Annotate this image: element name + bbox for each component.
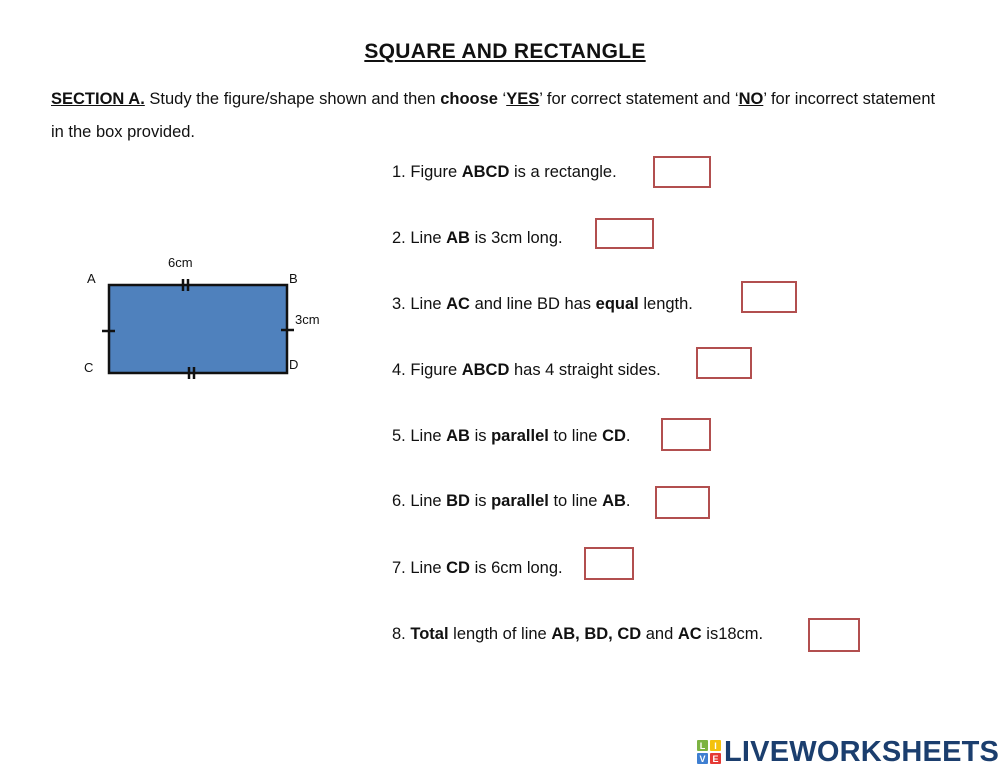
question-number: 2. bbox=[392, 229, 411, 247]
logo-letter-e: E bbox=[710, 753, 721, 764]
question-text: CD bbox=[602, 427, 626, 445]
answer-box-3[interactable] bbox=[741, 281, 797, 313]
logo-letter-v: V bbox=[697, 753, 708, 764]
question-text: equal bbox=[595, 295, 639, 313]
instruction-text: ‘ bbox=[497, 90, 507, 108]
instruction-choose: choose bbox=[440, 90, 498, 108]
logo-live-icon bbox=[697, 740, 721, 764]
worksheet-title: SQUARE AND RECTANGLE bbox=[364, 40, 646, 63]
question-text: Figure bbox=[410, 361, 462, 379]
answer-box-4[interactable] bbox=[696, 347, 752, 379]
answer-box-7[interactable] bbox=[584, 547, 634, 580]
instructions bbox=[51, 83, 951, 149]
vertex-a-label: A bbox=[87, 271, 96, 286]
instruction-text: ’ for incorrect statement in the box provided. bbox=[51, 90, 936, 141]
question-text: Figure bbox=[410, 163, 462, 181]
vertex-c-label: C bbox=[84, 360, 94, 375]
instruction-text: Study the figure/shape shown and then bbox=[144, 90, 441, 108]
question-text: AB bbox=[446, 229, 470, 247]
question-text: has 4 straight sides. bbox=[509, 361, 661, 379]
question-text: ABCD bbox=[461, 361, 510, 379]
question-number: 1. bbox=[392, 163, 411, 181]
question-text: is 3cm long. bbox=[469, 229, 563, 247]
question-8 bbox=[392, 625, 763, 644]
question-text: Line bbox=[410, 492, 447, 510]
top-side-label: 6cm bbox=[168, 255, 193, 270]
question-text: ABCD bbox=[461, 163, 510, 181]
question-number: 4. bbox=[392, 361, 411, 379]
question-number: 8. bbox=[392, 625, 411, 643]
liveworksheets-logo bbox=[697, 736, 999, 768]
question-text: Line bbox=[410, 229, 447, 247]
question-2 bbox=[392, 229, 563, 248]
question-number: 6. bbox=[392, 492, 411, 510]
question-text: Line bbox=[410, 427, 447, 445]
logo-letter-i: I bbox=[710, 740, 721, 751]
answer-box-6[interactable] bbox=[655, 486, 710, 519]
question-text: and bbox=[641, 625, 678, 643]
logo-text: LIVEWORKSHEETS bbox=[724, 735, 1000, 768]
instruction-text: ’ for correct statement and ‘ bbox=[539, 90, 739, 108]
logo-letter-l: L bbox=[697, 740, 708, 751]
vertex-d-label: D bbox=[289, 357, 299, 372]
question-text: to line bbox=[548, 492, 603, 510]
rectangle-figure bbox=[70, 245, 340, 395]
question-text: AC bbox=[677, 625, 702, 643]
question-text: length. bbox=[638, 295, 693, 313]
question-text: BD bbox=[446, 492, 470, 510]
question-text: is bbox=[469, 492, 492, 510]
question-text: AB, BD, CD bbox=[551, 625, 642, 643]
question-text: Total bbox=[410, 625, 449, 643]
question-text: length of line bbox=[448, 625, 552, 643]
question-number: 7. bbox=[392, 559, 411, 577]
right-side-label: 3cm bbox=[295, 312, 320, 327]
question-7 bbox=[392, 559, 563, 578]
question-5 bbox=[392, 427, 631, 446]
question-3 bbox=[392, 295, 693, 314]
instruction-yes: YES bbox=[506, 90, 540, 108]
question-text: AB bbox=[602, 492, 626, 510]
question-number: 3. bbox=[392, 295, 411, 313]
section-label: SECTION A. bbox=[51, 90, 145, 108]
instruction-no: NO bbox=[738, 90, 764, 108]
answer-box-1[interactable] bbox=[653, 156, 711, 188]
question-text: parallel bbox=[491, 492, 549, 510]
question-text: is18cm. bbox=[701, 625, 764, 643]
question-text: is a rectangle. bbox=[509, 163, 617, 181]
question-text: AB bbox=[446, 427, 470, 445]
question-number: 5. bbox=[392, 427, 411, 445]
rectangle-shape bbox=[109, 285, 287, 373]
question-6 bbox=[392, 492, 631, 511]
question-text: is 6cm long. bbox=[469, 559, 563, 577]
question-text: and line BD has bbox=[469, 295, 596, 313]
answer-box-5[interactable] bbox=[661, 418, 711, 451]
question-text: . bbox=[625, 492, 631, 510]
question-text: . bbox=[625, 427, 631, 445]
question-text: to line bbox=[548, 427, 603, 445]
question-text: parallel bbox=[491, 427, 549, 445]
question-text: Line bbox=[410, 295, 447, 313]
answer-box-8[interactable] bbox=[808, 618, 860, 652]
question-4 bbox=[392, 361, 661, 380]
question-text: AC bbox=[446, 295, 470, 313]
question-text: is bbox=[469, 427, 492, 445]
question-text: CD bbox=[446, 559, 470, 577]
question-1 bbox=[392, 163, 617, 182]
question-text: Line bbox=[410, 559, 447, 577]
answer-box-2[interactable] bbox=[595, 218, 654, 249]
vertex-b-label: B bbox=[289, 271, 298, 286]
